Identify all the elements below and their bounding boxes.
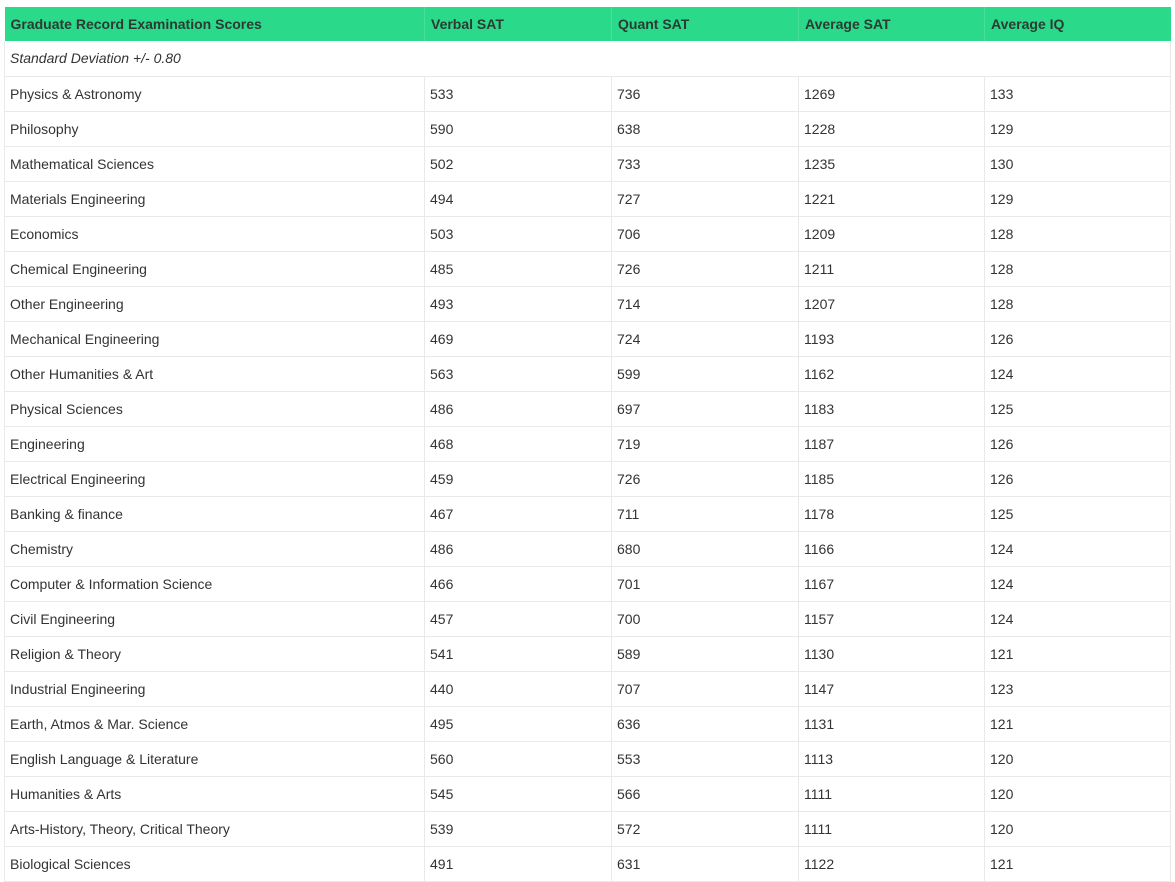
cell-average-iq: 126	[985, 426, 1171, 461]
cell-average-iq: 120	[985, 776, 1171, 811]
cell-average-iq: 126	[985, 461, 1171, 496]
cell-average-sat: 1207	[799, 286, 985, 321]
cell-quant-sat: 572	[612, 811, 799, 846]
table-row	[5, 636, 1171, 671]
cell-average-iq: 120	[985, 741, 1171, 776]
cell-average-sat: 1166	[799, 531, 985, 566]
table-row	[5, 601, 1171, 636]
table-row	[5, 496, 1171, 531]
cell-verbal-sat: 466	[425, 566, 612, 601]
table-row	[5, 461, 1171, 496]
cell-verbal-sat: 459	[425, 461, 612, 496]
table-row	[5, 741, 1171, 776]
cell-field: Mathematical Sciences	[5, 146, 425, 181]
cell-average-iq: 125	[985, 391, 1171, 426]
cell-verbal-sat: 503	[425, 216, 612, 251]
cell-field: Civil Engineering	[5, 601, 425, 636]
cell-average-sat: 1131	[799, 706, 985, 741]
cell-quant-sat: 706	[612, 216, 799, 251]
cell-quant-sat: 727	[612, 181, 799, 216]
table-row	[5, 146, 1171, 181]
cell-average-iq: 120	[985, 811, 1171, 846]
cell-average-sat: 1122	[799, 846, 985, 881]
cell-field: Mechanical Engineering	[5, 321, 425, 356]
table-row	[5, 706, 1171, 741]
cell-average-sat: 1113	[799, 741, 985, 776]
cell-field: Materials Engineering	[5, 181, 425, 216]
table-row	[5, 811, 1171, 846]
cell-average-sat: 1167	[799, 566, 985, 601]
table-body	[5, 41, 1171, 881]
cell-average-iq: 125	[985, 496, 1171, 531]
standard-deviation-row	[5, 41, 1171, 76]
table-row	[5, 181, 1171, 216]
cell-field: Chemistry	[5, 531, 425, 566]
cell-verbal-sat: 440	[425, 671, 612, 706]
header-quant-sat[interactable]: Quant SAT	[612, 7, 799, 41]
cell-average-sat: 1269	[799, 76, 985, 111]
cell-average-sat: 1187	[799, 426, 985, 461]
cell-field: Philosophy	[5, 111, 425, 146]
cell-average-sat: 1130	[799, 636, 985, 671]
cell-average-sat: 1185	[799, 461, 985, 496]
cell-average-sat: 1228	[799, 111, 985, 146]
header-row	[5, 7, 1171, 41]
cell-verbal-sat: 563	[425, 356, 612, 391]
cell-quant-sat: 599	[612, 356, 799, 391]
cell-verbal-sat: 494	[425, 181, 612, 216]
cell-average-iq: 129	[985, 181, 1171, 216]
cell-quant-sat: 724	[612, 321, 799, 356]
cell-field: Arts-History, Theory, Critical Theory	[5, 811, 425, 846]
table-row	[5, 286, 1171, 321]
table-row	[5, 391, 1171, 426]
cell-quant-sat: 697	[612, 391, 799, 426]
table-row	[5, 111, 1171, 146]
cell-verbal-sat: 468	[425, 426, 612, 461]
table-row	[5, 76, 1171, 111]
cell-quant-sat: 719	[612, 426, 799, 461]
cell-field: Electrical Engineering	[5, 461, 425, 496]
table-row	[5, 426, 1171, 461]
cell-field: Chemical Engineering	[5, 251, 425, 286]
cell-quant-sat: 700	[612, 601, 799, 636]
cell-average-sat: 1111	[799, 811, 985, 846]
cell-average-sat: 1235	[799, 146, 985, 181]
cell-field: Other Engineering	[5, 286, 425, 321]
cell-verbal-sat: 560	[425, 741, 612, 776]
cell-quant-sat: 726	[612, 461, 799, 496]
table-row	[5, 776, 1171, 811]
cell-average-iq: 130	[985, 146, 1171, 181]
cell-quant-sat: 726	[612, 251, 799, 286]
cell-average-sat: 1193	[799, 321, 985, 356]
cell-verbal-sat: 533	[425, 76, 612, 111]
header-average-iq[interactable]: Average IQ	[991, 16, 1065, 32]
cell-average-iq: 121	[985, 636, 1171, 671]
table-row	[5, 251, 1171, 286]
cell-average-iq: 128	[985, 216, 1171, 251]
cell-verbal-sat: 485	[425, 251, 612, 286]
cell-average-sat: 1183	[799, 391, 985, 426]
cell-average-iq: 126	[985, 321, 1171, 356]
cell-average-sat: 1147	[799, 671, 985, 706]
cell-verbal-sat: 457	[425, 601, 612, 636]
cell-field: Humanities & Arts	[5, 776, 425, 811]
cell-average-sat: 1157	[799, 601, 985, 636]
cell-average-iq: 121	[985, 846, 1171, 881]
table-row	[5, 846, 1171, 881]
cell-field: Religion & Theory	[5, 636, 425, 671]
cell-verbal-sat: 491	[425, 846, 612, 881]
cell-average-iq: 124	[985, 601, 1171, 636]
cell-verbal-sat: 502	[425, 146, 612, 181]
cell-field: Industrial Engineering	[5, 671, 425, 706]
cell-average-sat: 1178	[799, 496, 985, 531]
header-field[interactable]: Graduate Record Examination Scores	[5, 7, 425, 41]
header-average-sat[interactable]: Average SAT	[799, 7, 985, 41]
cell-verbal-sat: 469	[425, 321, 612, 356]
header-verbal-sat[interactable]: Verbal SAT	[425, 7, 612, 41]
cell-field: Physics & Astronomy	[5, 76, 425, 111]
cell-average-iq: 124	[985, 356, 1171, 391]
cell-field: Computer & Information Science	[5, 566, 425, 601]
cell-field: Other Humanities & Art	[5, 356, 425, 391]
table-header	[5, 7, 1171, 41]
cell-field: Economics	[5, 216, 425, 251]
cell-quant-sat: 638	[612, 111, 799, 146]
cell-verbal-sat: 486	[425, 531, 612, 566]
cell-quant-sat: 566	[612, 776, 799, 811]
cell-quant-sat: 636	[612, 706, 799, 741]
cell-field: Engineering	[5, 426, 425, 461]
cell-field: Banking & finance	[5, 496, 425, 531]
cell-average-sat: 1209	[799, 216, 985, 251]
standard-deviation-note: Standard Deviation +/- 0.80	[5, 41, 1171, 76]
cell-field: Physical Sciences	[5, 391, 425, 426]
cell-verbal-sat: 486	[425, 391, 612, 426]
cell-average-iq: 124	[985, 566, 1171, 601]
cell-average-sat: 1211	[799, 251, 985, 286]
table-row	[5, 671, 1171, 706]
cell-verbal-sat: 539	[425, 811, 612, 846]
cell-verbal-sat: 495	[425, 706, 612, 741]
cell-average-iq: 128	[985, 286, 1171, 321]
cell-quant-sat: 707	[612, 671, 799, 706]
cell-verbal-sat: 467	[425, 496, 612, 531]
cell-quant-sat: 680	[612, 531, 799, 566]
cell-quant-sat: 589	[612, 636, 799, 671]
cell-average-iq: 129	[985, 111, 1171, 146]
cell-quant-sat: 631	[612, 846, 799, 881]
cell-quant-sat: 714	[612, 286, 799, 321]
cell-average-sat: 1111	[799, 776, 985, 811]
cell-quant-sat: 701	[612, 566, 799, 601]
cell-quant-sat: 733	[612, 146, 799, 181]
table-row	[5, 531, 1171, 566]
gre-scores-table	[4, 7, 1171, 882]
scores-table-container	[4, 7, 1170, 882]
cell-average-iq: 123	[985, 671, 1171, 706]
cell-quant-sat: 736	[612, 76, 799, 111]
table-row	[5, 356, 1171, 391]
cell-average-iq: 124	[985, 531, 1171, 566]
cell-verbal-sat: 541	[425, 636, 612, 671]
cell-quant-sat: 553	[612, 741, 799, 776]
cell-verbal-sat: 545	[425, 776, 612, 811]
cell-average-iq: 121	[985, 706, 1171, 741]
cell-average-iq: 133	[985, 76, 1171, 111]
cell-field: Biological Sciences	[5, 846, 425, 881]
table-row	[5, 566, 1171, 601]
table-row	[5, 216, 1171, 251]
cell-field: English Language & Literature	[5, 741, 425, 776]
cell-average-sat: 1221	[799, 181, 985, 216]
table-row	[5, 321, 1171, 356]
cell-field: Earth, Atmos & Mar. Science	[5, 706, 425, 741]
cell-quant-sat: 711	[612, 496, 799, 531]
cell-average-sat: 1162	[799, 356, 985, 391]
cell-verbal-sat: 590	[425, 111, 612, 146]
cell-average-iq: 128	[985, 251, 1171, 286]
cell-verbal-sat: 493	[425, 286, 612, 321]
